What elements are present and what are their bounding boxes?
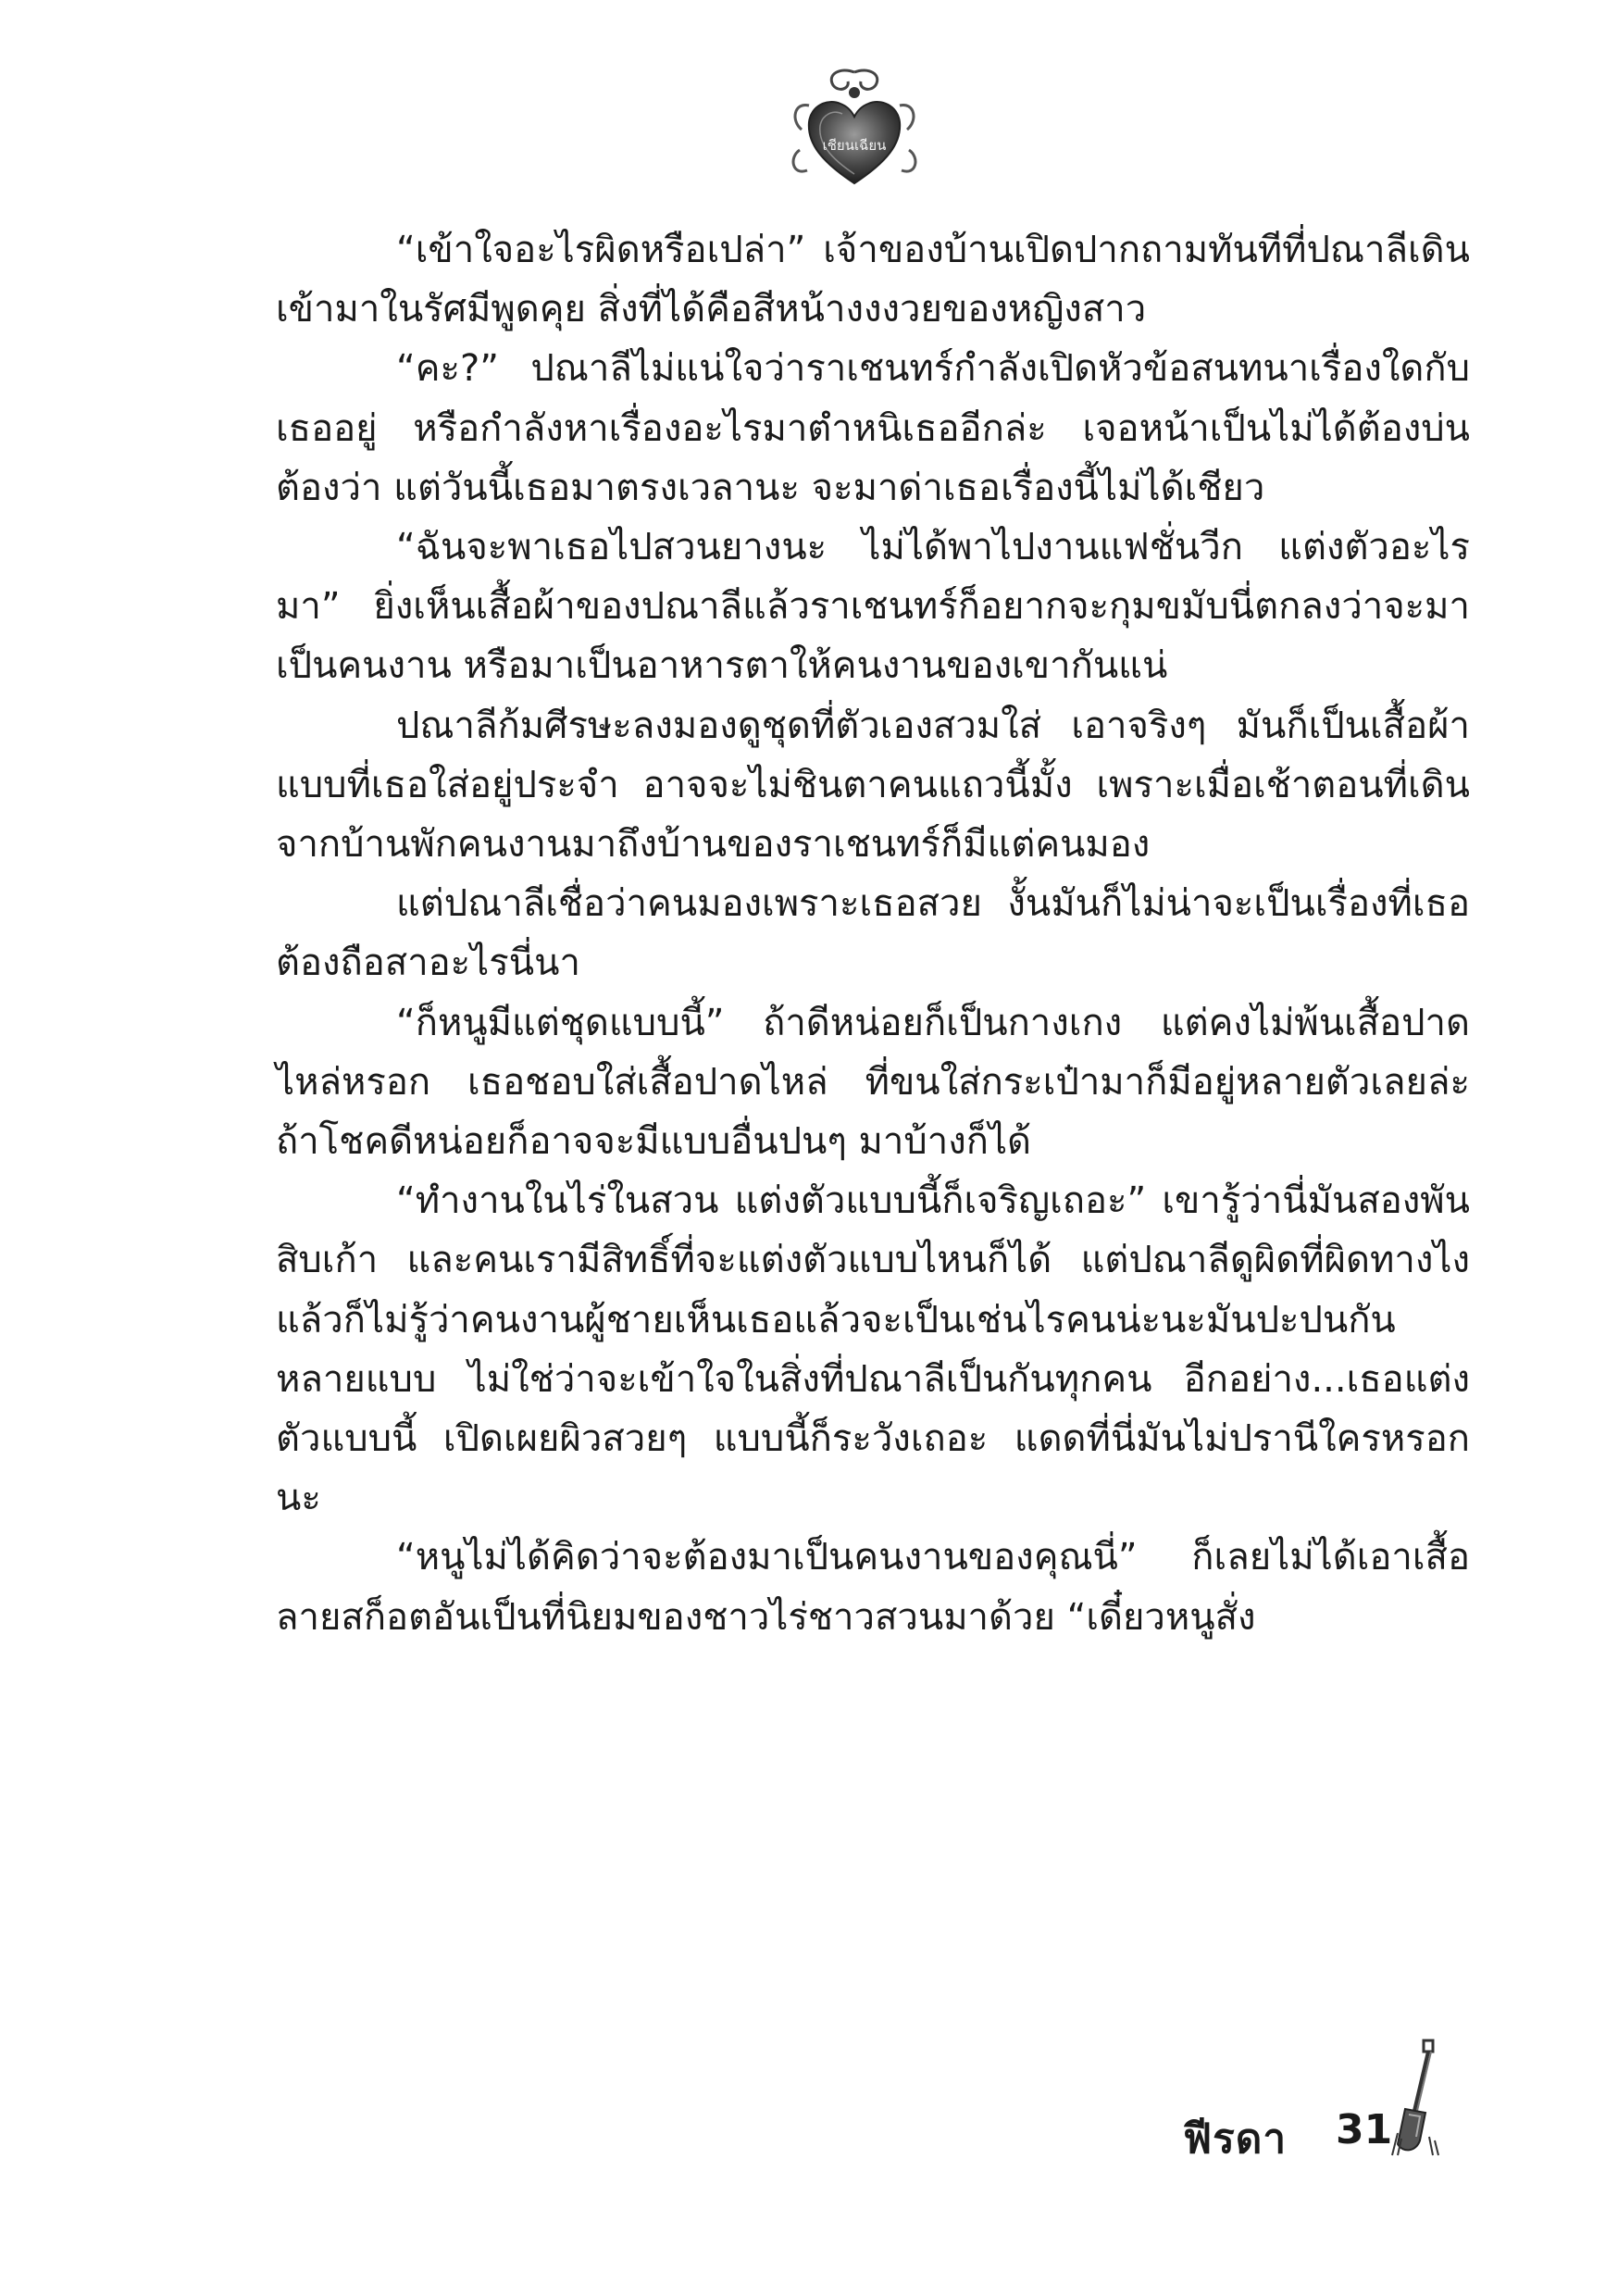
- shovel-icon: [1388, 2037, 1444, 2157]
- paragraph: “เข้าใจอะไรผิดหรือเปล่า” เจ้าของบ้านเปิดปากถามทันทีที่ปณาลีเดินเข้ามาในรัศมีพูดคุย สิ่งที่ได้คือสีหน้างงงวยของหญิงสาว: [276, 229, 1470, 331]
- paragraph: “หนูไม่ได้คิดว่าจะต้องมาเป็นคนงานของคุณนี่” ก็เลยไม่ได้เอาเสื้อลายสก็อตอันเป็นที่นิยมของชาวไร่ชาวสวนมาด้วย “เดี๋ยวหนูสั่ง: [276, 1536, 1470, 1639]
- ornamental-emblem-icon: [785, 65, 924, 194]
- paragraph: แต่ปณาลีเชื่อว่าคนมองเพราะเธอสวย งั้นมันก็ไม่น่าจะเป็นเรื่องที่เธอต้องถือสาอะไรนี่นา: [276, 882, 1470, 985]
- paragraph: “ฉันจะพาเธอไปสวนยางนะ ไม่ได้พาไปงานแฟชั่นวีก แต่งตัวอะไรมา” ยิ่งเห็นเสื้อผ้าของปณาลีแล้วราเชนทร์ก็อยากจะกุมขมับนี่ตกลงว่าจะมาเป็นคนงาน หรือมาเป็นอาหารตาให้คนงานของเขากันแน่: [276, 526, 1470, 688]
- page-number: 31: [1336, 2106, 1393, 2153]
- book-title: ฟีรดา: [1183, 2115, 1288, 2163]
- paragraph: “คะ?” ปณาลีไม่แน่ใจว่าราเชนทร์กำลังเปิดหัวข้อสนทนาเรื่องใดกับเธออยู่ หรือกำลังหาเรื่องอะไรมาตำหนิเธออีกล่ะ เจอหน้าเป็นไม่ได้ต้องบ่นต้องว่า แต่วันนี้เธอมาตรงเวลานะ จะมาด่าเธอเรื่องนี้ไม่ได้เชียว: [276, 347, 1470, 509]
- paragraph: ปณาลีก้มศีรษะลงมองดูชุดที่ตัวเองสวมใส่ เอาจริงๆ มันก็เป็นเสื้อผ้าแบบที่เธอใส่อยู่ประจำ อาจจะไม่ชินตาคนแถวนี้มั้ง เพราะเมื่อเช้าตอนที่เดินจากบ้านพักคนงานมาถึงบ้านของราเชนทร์ก็มีแต่คนมอง: [276, 704, 1470, 867]
- emblem-text: เชียนเฉียน: [822, 137, 887, 154]
- paragraph: “ก็หนูมีแต่ชุดแบบนี้” ถ้าดีหน่อยก็เป็นกางเกง แต่คงไม่พ้นเสื้อปาดไหล่หรอก เธอชอบใส่เสื้อปาดไหล่ ที่ขนใส่กระเป๋ามาก็มีอยู่หลายตัวเลยล่ะ ถ้าโชคดีหน่อยก็อาจจะมีแบบอื่นปนๆ มาบ้างก็ได้: [276, 1001, 1470, 1164]
- paragraph: “ทำงานในไร่ในสวน แต่งตัวแบบนี้ก็เจริญเถอะ” เขารู้ว่านี่มันสองพันสิบเก้า และคนเรามีสิทธิ์ที่จะแต่งตัวแบบไหนก็ได้ แต่ปณาลีดูผิดที่ผิดทางไง แล้วก็ไม่รู้ว่าคนงานผู้ชายเห็นเธอแล้วจะเป็นเช่นไรคนน่ะนะมันปะปนกันหลายแบบ ไม่ใช่ว่าจะเข้าใจในสิ่งที่ปณาลีเป็นกันทุกคน อีกอย่าง...เธอแต่งตัวแบบนี้ เปิดเผยผิวสวยๆ แบบนี้ก็ระวังเถอะ แดดที่นี่มันไม่ปรานีใครหรอกนะ: [276, 1179, 1470, 1520]
- body-text: [276, 220, 1470, 1647]
